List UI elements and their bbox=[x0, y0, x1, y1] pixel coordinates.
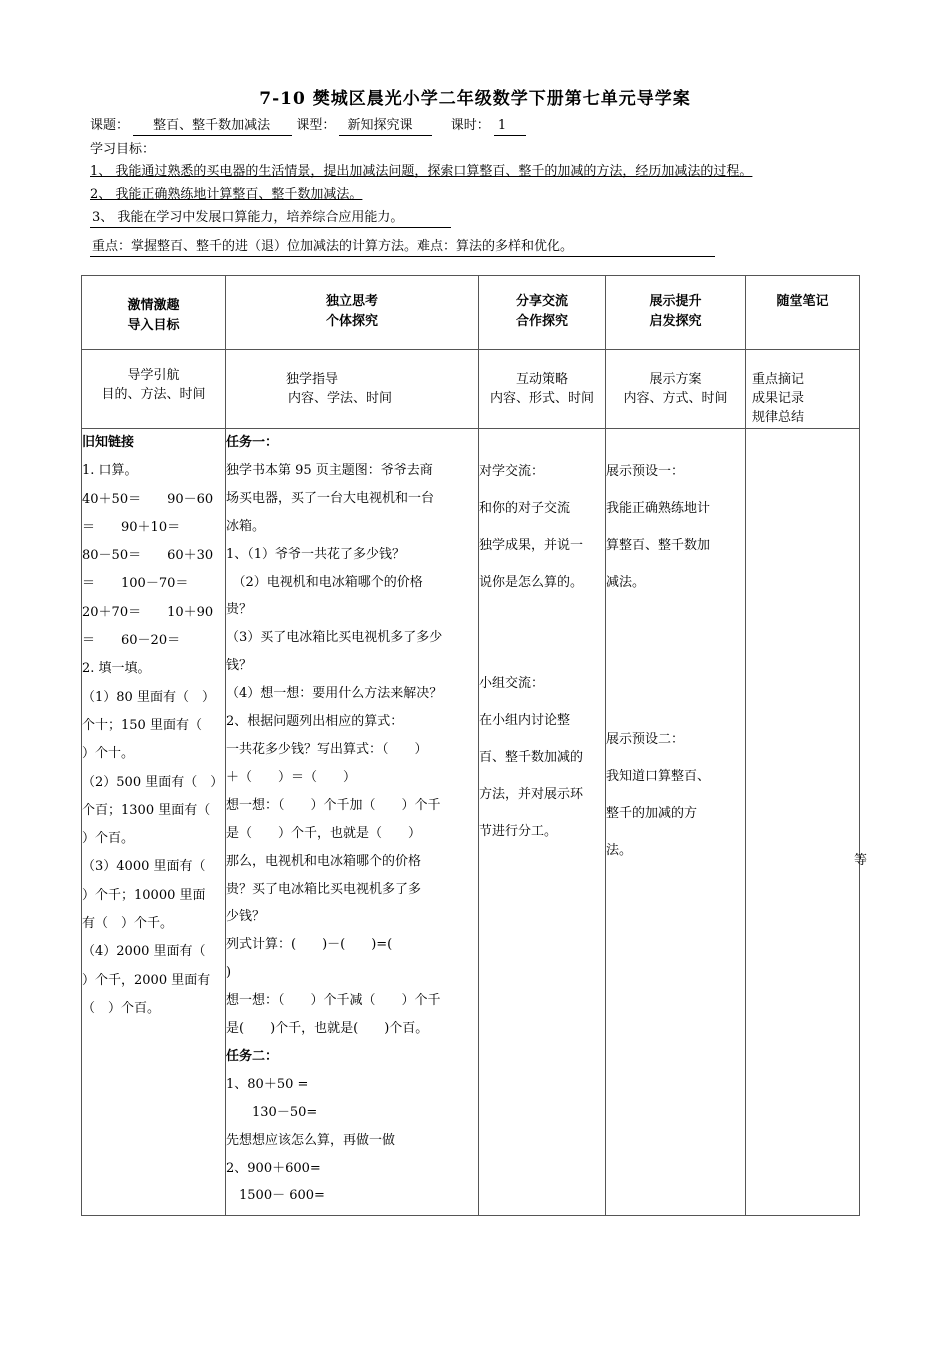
col2-line: 独学书本第 95 页主题图：爷爷去商 bbox=[226, 462, 433, 478]
goals-label: 学习目标： bbox=[90, 142, 156, 157]
subheader-col-1: 导学引航 目的、方法、时间 bbox=[82, 350, 226, 429]
header-col-4: 展示提升 启发探究 bbox=[606, 276, 746, 350]
col1-line: 80－50＝ 60＋30 bbox=[82, 548, 214, 564]
col1-line: （1）80 里面有（ ） bbox=[82, 689, 215, 705]
col2-line: 钱？ bbox=[226, 658, 253, 674]
col2-line: 2、根据问题列出相应的算式： bbox=[226, 714, 404, 730]
col1-line: 2. 填一填。 bbox=[82, 661, 151, 677]
col2-line: 少钱？ bbox=[226, 909, 266, 925]
subheader-row bbox=[82, 350, 860, 429]
topic-label: 课题： bbox=[90, 118, 130, 133]
col1-line: （2）500 里面有（ ） bbox=[82, 774, 224, 790]
content-row bbox=[82, 429, 860, 1216]
col2-line: （3）买了电冰箱比买电视机多了多少 bbox=[226, 630, 443, 646]
goal-1: 1、 我能通过熟悉的买电器的生活情景，提出加减法问题，探索口算整百、整千的加减的方法，经历加减法的过程。 bbox=[90, 164, 753, 179]
col1-line: ＝ 60－20＝ bbox=[82, 633, 181, 649]
notes-text: 等 bbox=[853, 853, 867, 868]
col3-a-line: 独学成果，并说一 bbox=[479, 538, 584, 553]
col1-line: ＝ 90＋10＝ bbox=[82, 519, 181, 535]
hours-label: 课时： bbox=[450, 118, 490, 133]
header-col-3: 分享交流 合作探究 bbox=[479, 276, 606, 350]
col3-a-line: 说你是怎么算的。 bbox=[479, 575, 584, 590]
col2-line: 任务二： bbox=[226, 1048, 279, 1064]
type-value: 新知探究课 bbox=[339, 117, 432, 136]
subheader-col-5: 重点摘记 成果记录 规律总结 bbox=[746, 350, 860, 429]
col2-line: 是( )个千，也就是( )个百。 bbox=[226, 1021, 429, 1037]
col2-line: 那么，电视机和电冰箱哪个的价格 bbox=[226, 853, 422, 869]
col1-line: ）个十。 bbox=[82, 746, 135, 762]
header-col-2: 独立思考 个体探究 bbox=[226, 276, 479, 350]
col4-b-line: 展示预设二： bbox=[606, 732, 685, 747]
col2-line: 贵？买了电冰箱比买电视机多了多 bbox=[226, 881, 422, 897]
col2-line: （4）想一想：要用什么方法来解决？ bbox=[226, 686, 443, 702]
col1-line: 20＋70＝ 10＋90 bbox=[82, 604, 214, 620]
col4-a-line: 我能正确熟练地计 bbox=[606, 501, 711, 516]
col2-line: 是（ ）个千，也就是（ ） bbox=[226, 825, 422, 841]
col2-line: 冰箱。 bbox=[226, 518, 266, 534]
content-col-2 bbox=[226, 429, 479, 1216]
col2-line: 想一想：（ ）个千减（ ）个千 bbox=[226, 993, 441, 1009]
col1-line: ＝ 100－70＝ bbox=[82, 576, 189, 592]
subheader-col-2: 独学指导 内容、学法、时间 bbox=[226, 350, 479, 429]
col3-b-line: 方法，并对展示环 bbox=[479, 787, 584, 802]
col2-line: 想一想：（ ）个千加（ ）个千 bbox=[226, 797, 441, 813]
col1-line: ）个百。 bbox=[82, 831, 135, 847]
col2-line: 贵？ bbox=[226, 602, 253, 618]
key-difficult-points: 重点：掌握整百、整千的进（退）位加减法的计算方法。难点：算法的多样和优化。 bbox=[90, 238, 715, 257]
col4-a-line: 减法。 bbox=[606, 575, 646, 590]
page-title: 7-10 樊城区晨光小学二年级数学下册第七单元导学案 bbox=[259, 89, 691, 109]
goal-2: 2、 我能正确熟练地计算整百、整千数加减法。 bbox=[90, 187, 363, 202]
subheader-col-4: 展示方案 内容、方式、时间 bbox=[606, 350, 746, 429]
col3-b-line: 百、整千数加减的 bbox=[479, 750, 584, 765]
col2-line: 列式计算：( )－( )=( bbox=[226, 937, 393, 953]
col3-b-line: 节进行分工。 bbox=[479, 824, 558, 839]
col2-line: 1500－ 600= bbox=[226, 1188, 325, 1204]
col2-line: 任务一： bbox=[226, 435, 279, 450]
col1-line: ）个千；10000 里面 bbox=[82, 887, 206, 903]
col2-line: 一共花多少钱？写出算式：（ ） bbox=[226, 741, 428, 757]
col2-line: （2）电视机和电冰箱哪个的价格 bbox=[226, 574, 423, 590]
col4-b-line: 我知道口算整百、 bbox=[606, 769, 711, 784]
col1-line: 个十；150 里面有（ bbox=[82, 717, 202, 733]
col1-line: ）个千，2000 里面有 bbox=[82, 972, 211, 988]
col2-line: ＋（ ）＝（ ） bbox=[226, 769, 357, 785]
content-col-4 bbox=[606, 429, 746, 1216]
lesson-info-row bbox=[90, 117, 870, 136]
col2-line: 先想想应该怎么算，再做一做 bbox=[226, 1132, 396, 1148]
col4-b-line: 整千的加减的方 bbox=[606, 806, 698, 821]
lesson-plan-table bbox=[81, 275, 867, 1216]
col2-line: 1、（1）爷爷一共花了多少钱？ bbox=[226, 546, 406, 562]
col1-line: 旧知链接 bbox=[82, 435, 135, 450]
header-col-5: 随堂笔记 bbox=[746, 276, 860, 350]
topic-value: 整百、整千数加减法 bbox=[133, 117, 292, 136]
col3-b-line: 在小组内讨论整 bbox=[479, 713, 571, 728]
col1-line: 有（ ）个千。 bbox=[82, 916, 174, 932]
header-col-1: 激情激趣 导入目标 bbox=[82, 276, 226, 350]
col1-line: 个百；1300 里面有（ bbox=[82, 802, 211, 818]
goal-3: 3、 我能在学习中发展口算能力，培养综合应用能力。 bbox=[90, 209, 451, 228]
col3-a-line: 和你的对子交流 bbox=[479, 501, 571, 516]
content-col-5 bbox=[746, 429, 867, 1216]
col2-line: ) bbox=[226, 965, 232, 981]
col3-b-line: 小组交流： bbox=[479, 676, 545, 691]
col2-line: 场买电器，买了一台大电视机和一台 bbox=[226, 490, 435, 506]
col4-a-line: 算整百、整千数加 bbox=[606, 538, 711, 553]
col1-line: 40＋50＝ 90－60 bbox=[82, 491, 214, 507]
col3-a-line: 对学交流： bbox=[479, 464, 545, 479]
col1-line: （3）4000 里面有（ bbox=[82, 859, 206, 875]
col4-a-line: 展示预设一： bbox=[606, 464, 685, 479]
col1-line: 1. 口算。 bbox=[82, 463, 138, 479]
subheader-col-3: 互动策略 内容、形式、时间 bbox=[479, 350, 606, 429]
header-row bbox=[82, 276, 860, 350]
col1-line: （4）2000 里面有（ bbox=[82, 944, 206, 960]
col2-line: 130－50= bbox=[226, 1104, 318, 1120]
col4-b-line: 法。 bbox=[606, 843, 633, 858]
col2-line: 2、900＋600= bbox=[226, 1160, 321, 1176]
content-col-1 bbox=[82, 429, 226, 1216]
col1-line: （ ）个百。 bbox=[82, 1000, 161, 1016]
content-col-3 bbox=[479, 429, 606, 1216]
col2-line: 1、80＋50 = bbox=[226, 1076, 309, 1092]
hours-value: 1 bbox=[494, 117, 526, 136]
type-label: 课型： bbox=[296, 118, 336, 133]
